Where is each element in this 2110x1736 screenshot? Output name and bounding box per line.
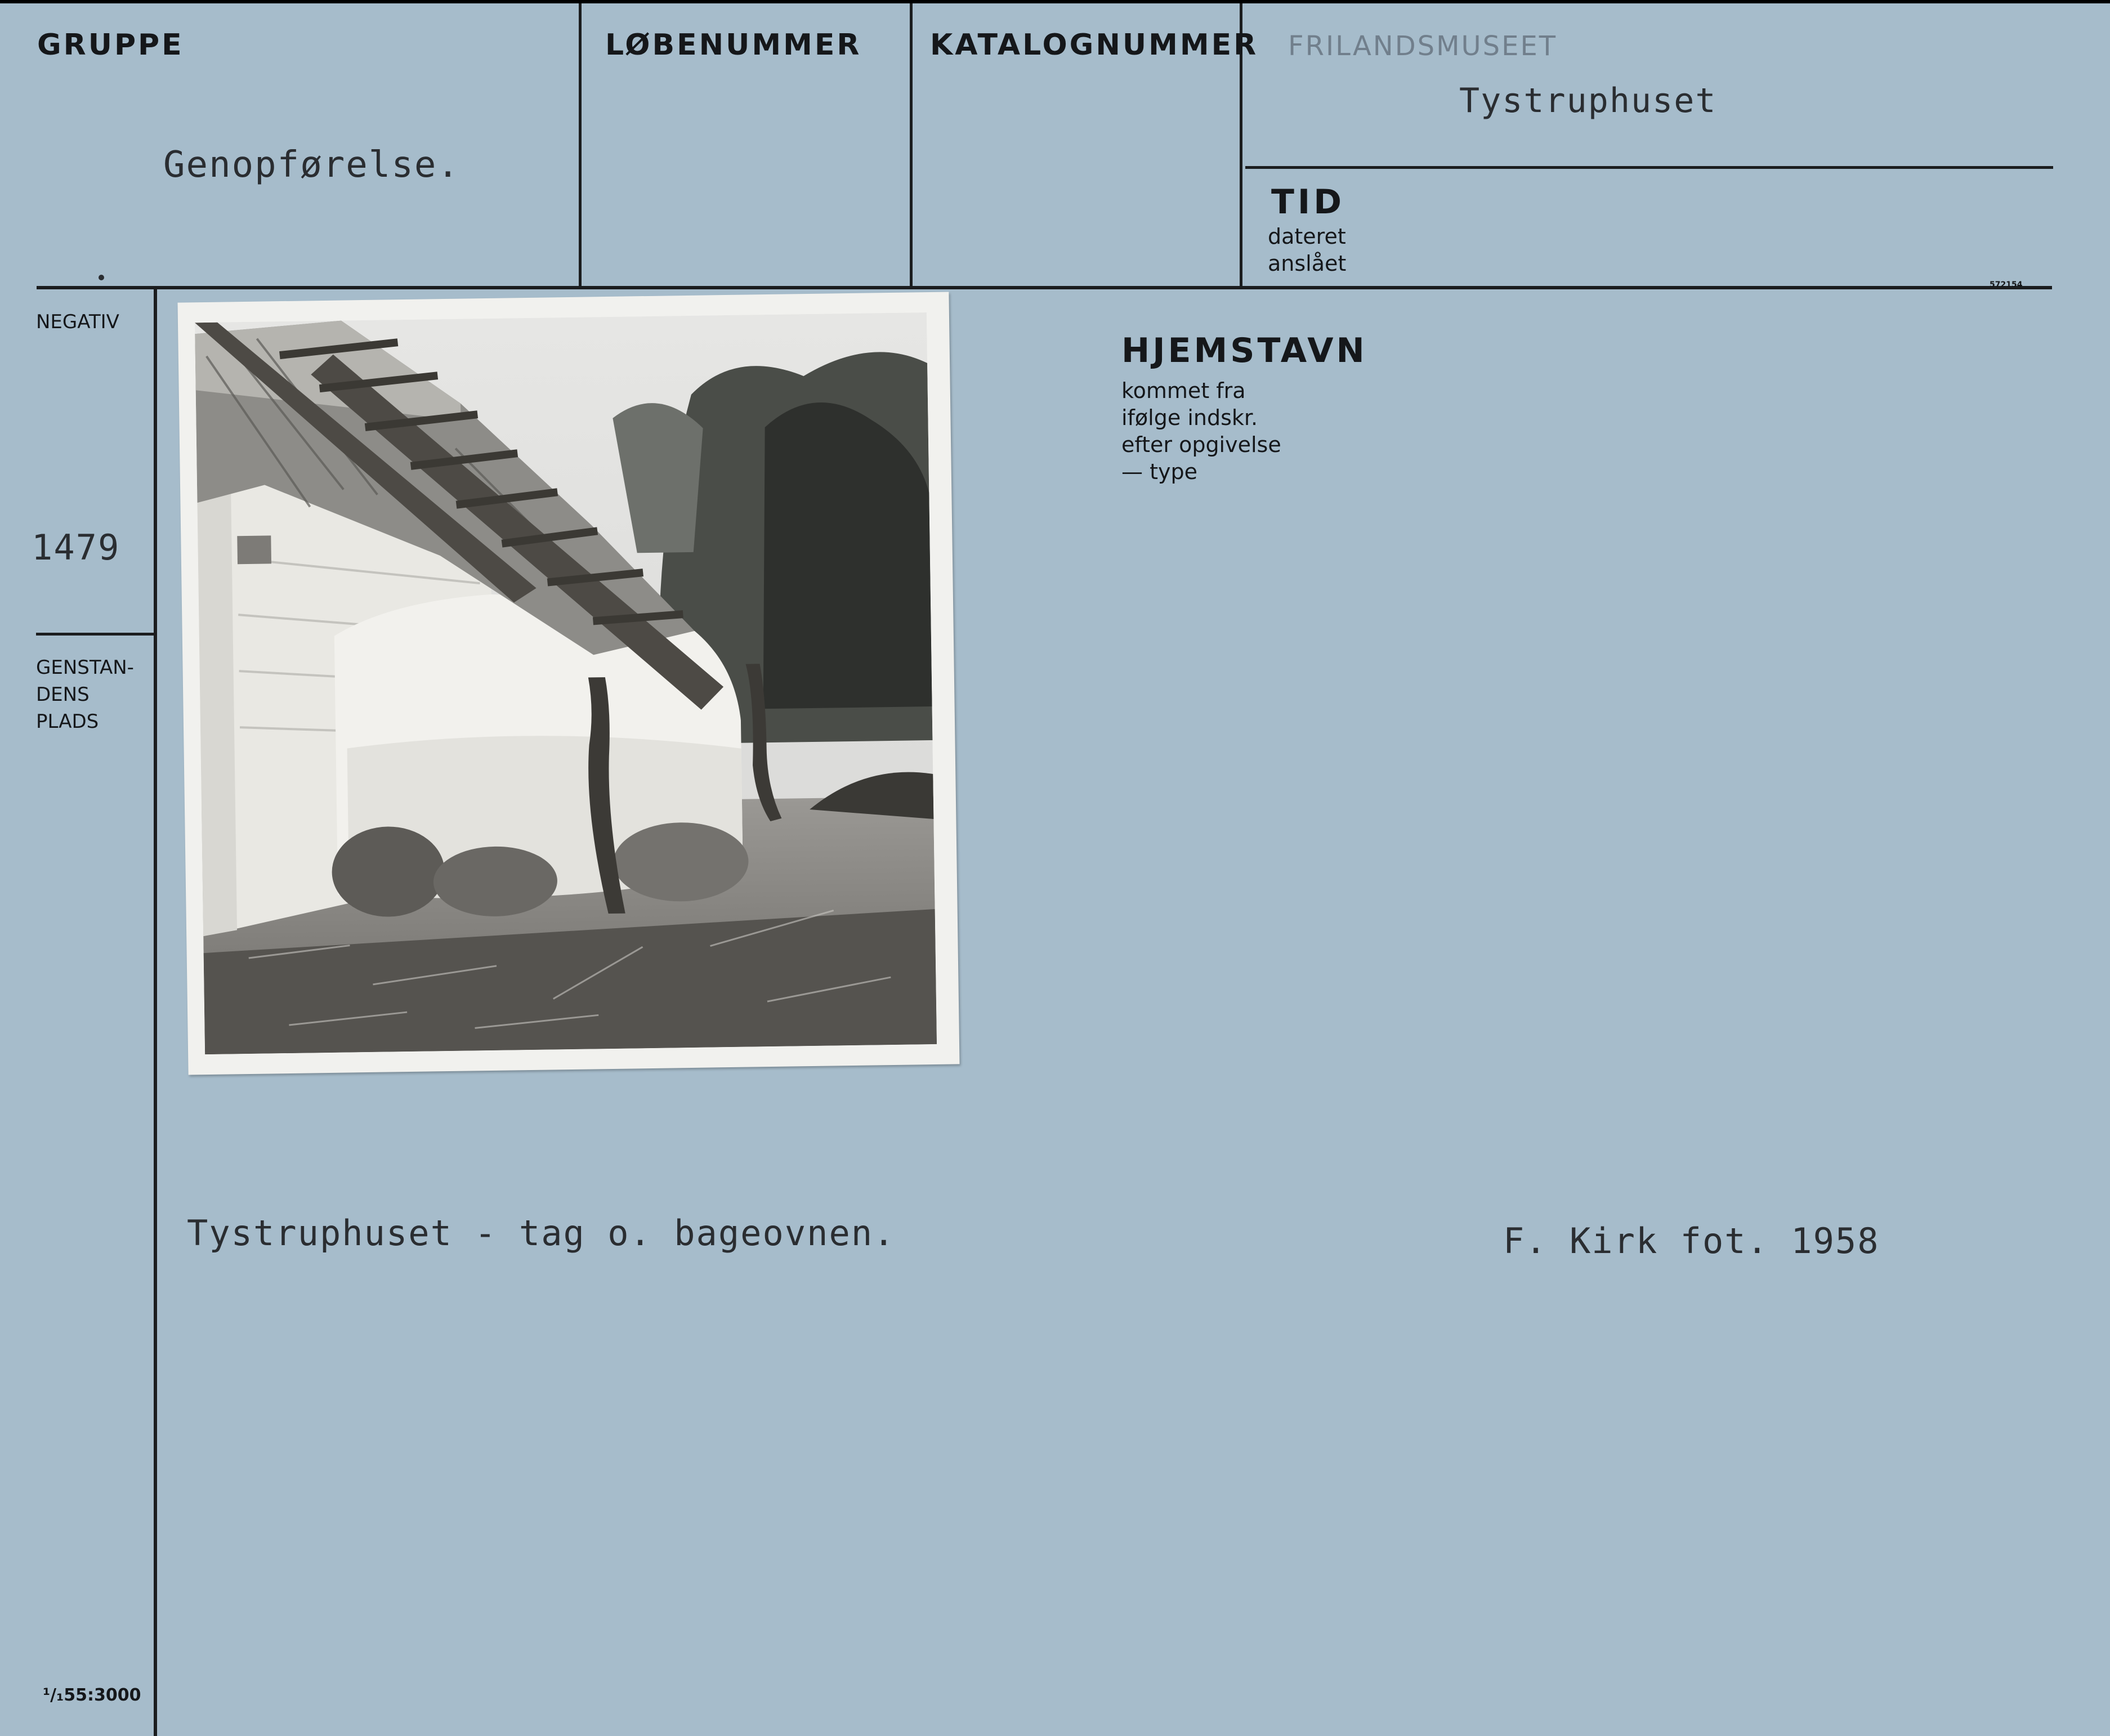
plads-line-2: DENS bbox=[36, 683, 90, 706]
bakehouse-photo-image bbox=[195, 312, 937, 1054]
gruppe-label: GRUPPE bbox=[37, 28, 184, 62]
sidebar-rule bbox=[154, 289, 157, 1736]
form-code: 572154 bbox=[1990, 280, 2023, 289]
tid-dateret: dateret bbox=[1268, 224, 1346, 249]
hjemstavn-line-4: — type bbox=[1121, 459, 1197, 484]
museum-value: Tystruphuset bbox=[1459, 81, 1717, 120]
tid-label: TID bbox=[1271, 182, 1345, 222]
negativ-rule bbox=[36, 633, 155, 636]
print-code: ¹/₁55:3000 bbox=[43, 1685, 141, 1705]
lobenummer-label: LØBENUMMER bbox=[605, 28, 862, 62]
header-bottom-rule bbox=[37, 286, 2052, 289]
hjemstavn-line-2: ifølge indskr. bbox=[1121, 405, 1258, 430]
museum-stamp: FRILANDSMUSEET bbox=[1288, 30, 1558, 62]
plads-line-3: PLADS bbox=[36, 710, 99, 733]
negativ-value: 1479 bbox=[32, 527, 120, 568]
divider-lobenummer bbox=[910, 3, 913, 288]
katalognummer-label: KATALOGNUMMER bbox=[930, 28, 1259, 62]
hjemstavn-line-1: kommet fra bbox=[1121, 378, 1246, 403]
museum-tid-rule bbox=[1245, 166, 2053, 169]
catalog-card bbox=[0, 3, 2110, 1736]
hjemstavn-line-3: efter opgivelse bbox=[1121, 432, 1281, 457]
dot-mark bbox=[99, 275, 104, 280]
hjemstavn-label: HJEMSTAVN bbox=[1121, 331, 1367, 370]
divider-gruppe bbox=[579, 3, 582, 288]
plads-line-1: GENSTAN- bbox=[36, 656, 134, 679]
negativ-label: NEGATIV bbox=[36, 311, 119, 333]
gruppe-value: Genopførelse. bbox=[163, 144, 460, 186]
photo-description: Tystruphuset - tag o. bageovnen. bbox=[187, 1212, 896, 1254]
photograph bbox=[177, 292, 959, 1075]
photo-credit: F. Kirk fot. 1958 bbox=[1503, 1220, 1880, 1261]
tid-anslaet: anslået bbox=[1268, 251, 1347, 276]
